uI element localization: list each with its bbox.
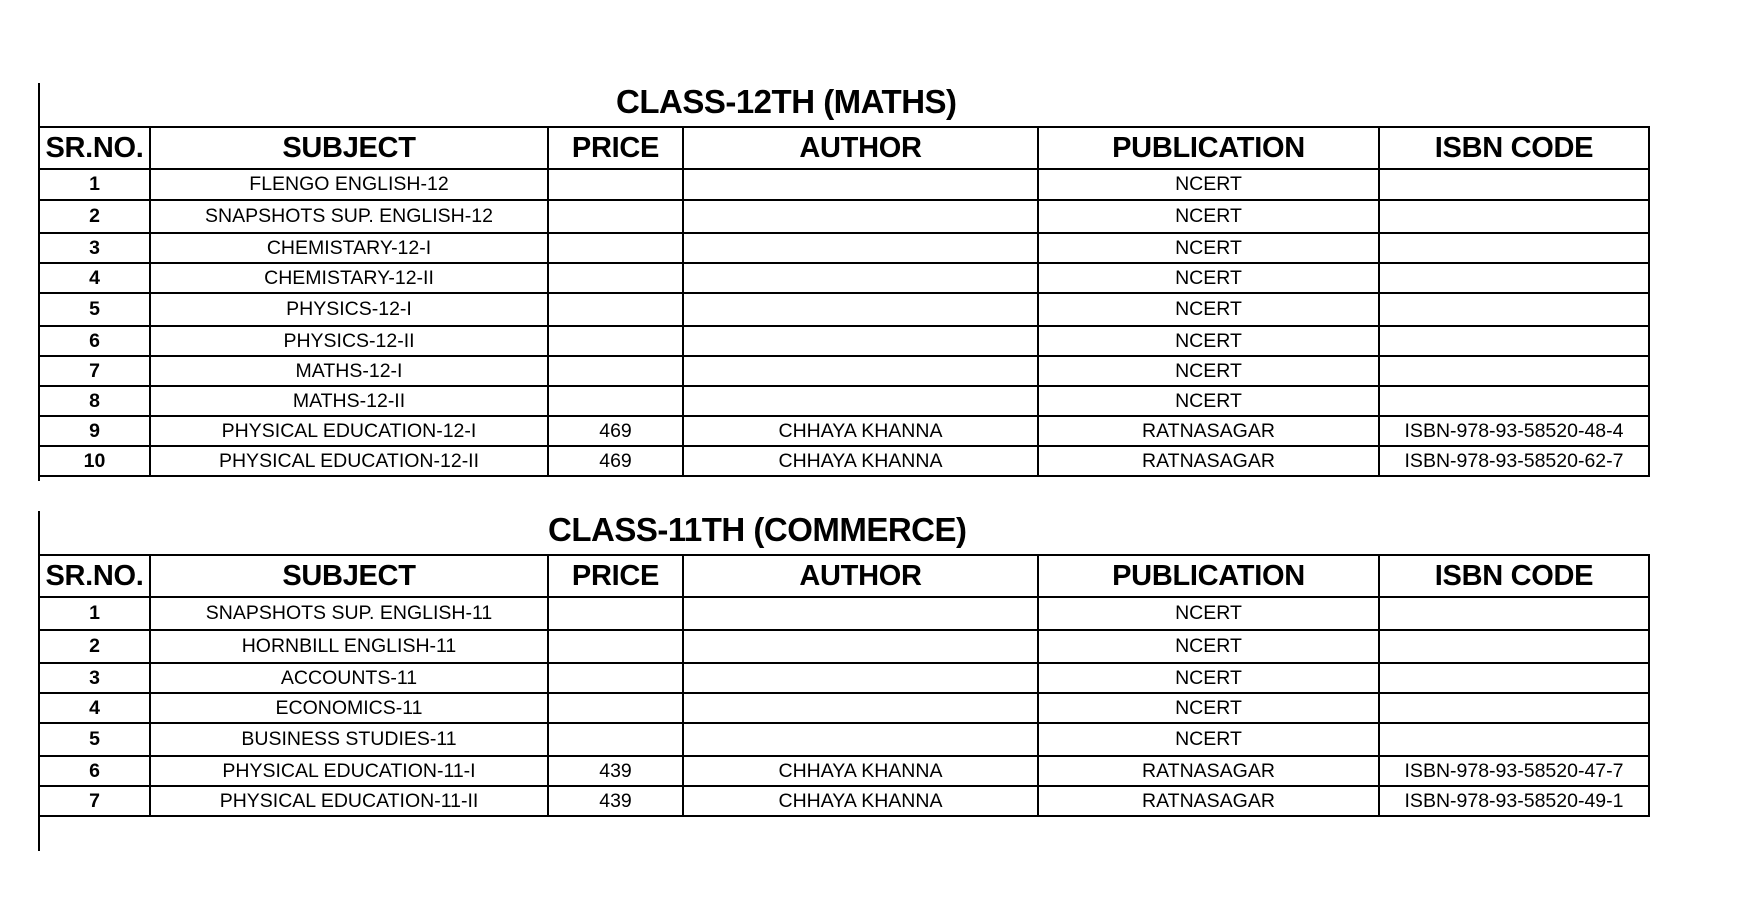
- table-header-row: [39, 127, 1649, 169]
- author-cell: CHHAYA KHANNA: [683, 756, 1038, 786]
- subject-cell: BUSINESS STUDIES-11: [150, 723, 548, 756]
- price-cell: [548, 293, 683, 326]
- sr-no-cell: 3: [39, 233, 150, 263]
- publication-cell: NCERT: [1038, 386, 1379, 416]
- table-row: [39, 356, 1649, 386]
- table-header-row: [39, 555, 1649, 597]
- publication-cell: RATNASAGAR: [1038, 756, 1379, 786]
- book-list-table: [38, 126, 1650, 477]
- subject-cell: ECONOMICS-11: [150, 693, 548, 723]
- header-author: AUTHOR: [683, 555, 1038, 597]
- subject-cell: CHEMISTARY-12-II: [150, 263, 548, 293]
- price-cell: [548, 663, 683, 693]
- isbn-cell: [1379, 293, 1649, 326]
- sr-no-cell: 6: [39, 756, 150, 786]
- sr-no-cell: 4: [39, 693, 150, 723]
- subject-cell: PHYSICAL EDUCATION-12-I: [150, 416, 548, 446]
- table-row: [39, 693, 1649, 723]
- table-row: [39, 263, 1649, 293]
- subject-cell: MATHS-12-II: [150, 386, 548, 416]
- price-cell: [548, 386, 683, 416]
- author-cell: CHHAYA KHANNA: [683, 446, 1038, 476]
- sr-no-cell: 4: [39, 263, 150, 293]
- header-author: AUTHOR: [683, 127, 1038, 169]
- price-cell: [548, 597, 683, 630]
- price-cell: 439: [548, 756, 683, 786]
- isbn-cell: ISBN-978-93-58520-62-7: [1379, 446, 1649, 476]
- table-row: [39, 723, 1649, 756]
- author-cell: [683, 293, 1038, 326]
- price-cell: [548, 356, 683, 386]
- subject-cell: PHYSICS-12-II: [150, 326, 548, 356]
- publication-cell: RATNASAGAR: [1038, 446, 1379, 476]
- author-cell: [683, 263, 1038, 293]
- sr-no-cell: 6: [39, 326, 150, 356]
- subject-cell: PHYSICAL EDUCATION-11-II: [150, 786, 548, 816]
- sr-no-cell: 1: [39, 597, 150, 630]
- isbn-cell: [1379, 663, 1649, 693]
- table-row: [39, 786, 1649, 816]
- subject-cell: ACCOUNTS-11: [150, 663, 548, 693]
- author-cell: [683, 326, 1038, 356]
- publication-cell: NCERT: [1038, 263, 1379, 293]
- header-sr-no: SR.NO.: [39, 127, 150, 169]
- author-cell: [683, 630, 1038, 663]
- table-row: [39, 293, 1649, 326]
- publication-cell: NCERT: [1038, 326, 1379, 356]
- publication-cell: NCERT: [1038, 693, 1379, 723]
- subject-cell: FLENGO ENGLISH-12: [150, 169, 548, 200]
- header-publication: PUBLICATION: [1038, 127, 1379, 169]
- subject-cell: CHEMISTARY-12-I: [150, 233, 548, 263]
- author-cell: [683, 356, 1038, 386]
- header-subject: SUBJECT: [150, 555, 548, 597]
- publication-cell: RATNASAGAR: [1038, 416, 1379, 446]
- isbn-cell: [1379, 723, 1649, 756]
- subject-cell: PHYSICAL EDUCATION-12-II: [150, 446, 548, 476]
- table-row: [39, 446, 1649, 476]
- isbn-cell: [1379, 693, 1649, 723]
- publication-cell: NCERT: [1038, 169, 1379, 200]
- publication-cell: NCERT: [1038, 356, 1379, 386]
- subject-cell: PHYSICS-12-I: [150, 293, 548, 326]
- subject-cell: SNAPSHOTS SUP. ENGLISH-11: [150, 597, 548, 630]
- table-row: [39, 386, 1649, 416]
- isbn-cell: [1379, 263, 1649, 293]
- price-cell: 439: [548, 786, 683, 816]
- section-title: CLASS-11TH (COMMERCE): [548, 511, 967, 548]
- table-row: [39, 200, 1649, 233]
- isbn-cell: [1379, 630, 1649, 663]
- isbn-cell: ISBN-978-93-58520-48-4: [1379, 416, 1649, 446]
- sr-no-cell: 5: [39, 723, 150, 756]
- sr-no-cell: 9: [39, 416, 150, 446]
- sr-no-cell: 2: [39, 200, 150, 233]
- sr-no-cell: 3: [39, 663, 150, 693]
- publication-cell: NCERT: [1038, 723, 1379, 756]
- author-cell: [683, 233, 1038, 263]
- author-cell: [683, 597, 1038, 630]
- header-sr-no: SR.NO.: [39, 555, 150, 597]
- isbn-cell: ISBN-978-93-58520-49-1: [1379, 786, 1649, 816]
- header-publication: PUBLICATION: [1038, 555, 1379, 597]
- price-cell: [548, 693, 683, 723]
- subject-cell: SNAPSHOTS SUP. ENGLISH-12: [150, 200, 548, 233]
- table-row: [39, 416, 1649, 446]
- author-cell: [683, 169, 1038, 200]
- author-cell: [683, 693, 1038, 723]
- isbn-cell: [1379, 169, 1649, 200]
- publication-cell: NCERT: [1038, 663, 1379, 693]
- header-subject: SUBJECT: [150, 127, 548, 169]
- sr-no-cell: 8: [39, 386, 150, 416]
- isbn-cell: [1379, 326, 1649, 356]
- table-row: [39, 756, 1649, 786]
- author-cell: [683, 723, 1038, 756]
- price-cell: [548, 169, 683, 200]
- isbn-cell: [1379, 597, 1649, 630]
- isbn-cell: [1379, 356, 1649, 386]
- sr-no-cell: 10: [39, 446, 150, 476]
- price-cell: 469: [548, 416, 683, 446]
- table-row: [39, 663, 1649, 693]
- price-cell: [548, 200, 683, 233]
- author-cell: [683, 386, 1038, 416]
- price-cell: [548, 263, 683, 293]
- section-title: CLASS-12TH (MATHS): [616, 83, 957, 120]
- publication-cell: NCERT: [1038, 200, 1379, 233]
- price-cell: [548, 630, 683, 663]
- publication-cell: NCERT: [1038, 233, 1379, 263]
- price-cell: [548, 326, 683, 356]
- subject-cell: MATHS-12-I: [150, 356, 548, 386]
- publication-cell: NCERT: [1038, 293, 1379, 326]
- publication-cell: NCERT: [1038, 597, 1379, 630]
- table-row: [39, 597, 1649, 630]
- isbn-cell: ISBN-978-93-58520-47-7: [1379, 756, 1649, 786]
- subject-cell: PHYSICAL EDUCATION-11-I: [150, 756, 548, 786]
- price-cell: [548, 723, 683, 756]
- header-isbn-code: ISBN CODE: [1379, 127, 1649, 169]
- table-row: [39, 630, 1649, 663]
- sr-no-cell: 7: [39, 356, 150, 386]
- publication-cell: NCERT: [1038, 630, 1379, 663]
- isbn-cell: [1379, 233, 1649, 263]
- header-price: PRICE: [548, 127, 683, 169]
- isbn-cell: [1379, 386, 1649, 416]
- price-cell: [548, 233, 683, 263]
- table-row: [39, 169, 1649, 200]
- isbn-cell: [1379, 200, 1649, 233]
- table-row: [39, 326, 1649, 356]
- author-cell: CHHAYA KHANNA: [683, 786, 1038, 816]
- author-cell: CHHAYA KHANNA: [683, 416, 1038, 446]
- price-cell: 469: [548, 446, 683, 476]
- sr-no-cell: 7: [39, 786, 150, 816]
- publication-cell: RATNASAGAR: [1038, 786, 1379, 816]
- author-cell: [683, 200, 1038, 233]
- author-cell: [683, 663, 1038, 693]
- sr-no-cell: 5: [39, 293, 150, 326]
- header-isbn-code: ISBN CODE: [1379, 555, 1649, 597]
- header-price: PRICE: [548, 555, 683, 597]
- sr-no-cell: 2: [39, 630, 150, 663]
- book-list-table: [38, 554, 1650, 817]
- subject-cell: HORNBILL ENGLISH-11: [150, 630, 548, 663]
- sr-no-cell: 1: [39, 169, 150, 200]
- table-row: [39, 233, 1649, 263]
